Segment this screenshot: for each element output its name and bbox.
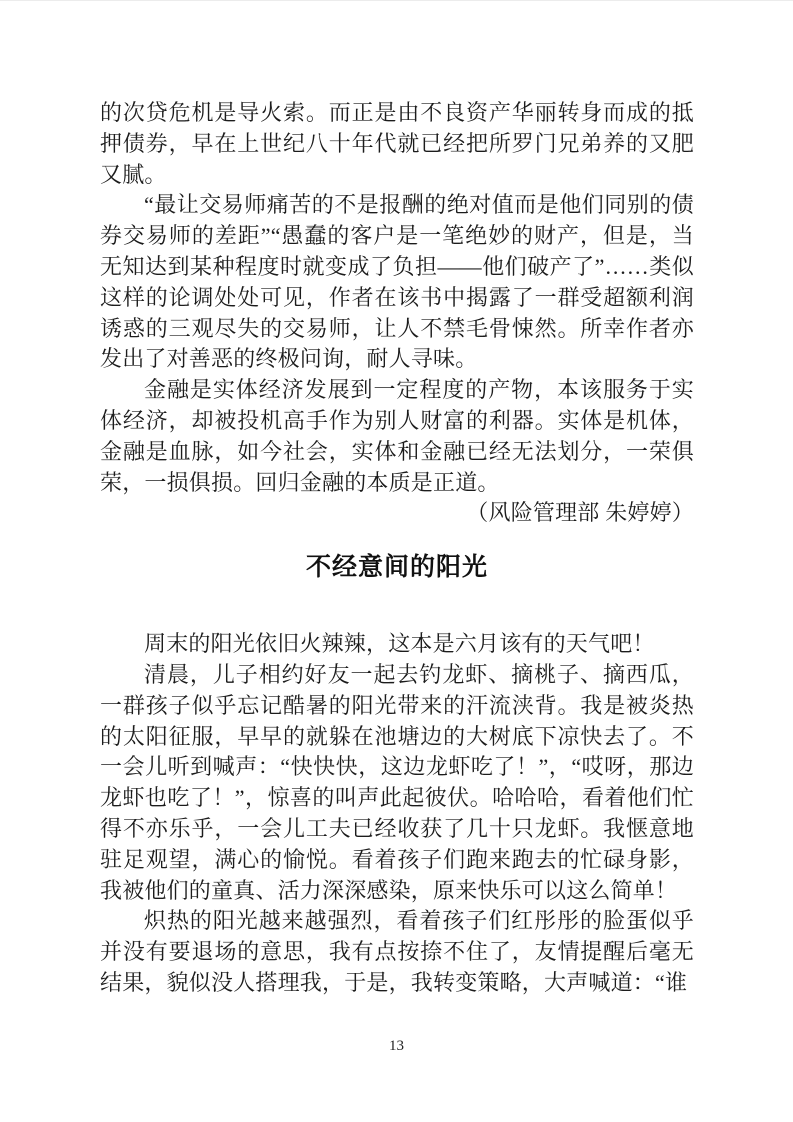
- article-review-section: [100, 98, 694, 529]
- article-sunshine-section: [100, 629, 694, 999]
- page-content: [100, 98, 694, 999]
- sunshine-paragraph-morning: 清晨，儿子相约好友一起去钓龙虾、摘桃子、摘西瓜，一群孩子似乎忘记酷暑的阳光带来的汗流浃背。我是被炎热的太阳征服，早早的就躲在池塘边的大树底下凉快去了。不一会儿听到喊声：“快快快，这边龙虾吃了！”，“哎呀，那边龙虾也吃了！”，惊喜的叫声此起彼伏。哈哈哈，看着他们忙得不亦乐乎，一会儿工夫已经收获了几十只龙虾。我惬意地驻足观望，满心的愉悦。看着孩子们跑来跑去的忙碌身影，我被他们的童真、活力深深感染，原来快乐可以这么简单！: [100, 661, 694, 903]
- sunshine-paragraph-intro: 周末的阳光依旧火辣辣，这本是六月该有的天气吧！: [144, 631, 655, 657]
- essay-title: 不经意间的阳光: [305, 554, 488, 582]
- review-paragraph-quotes: “最让交易师痛苦的不是报酬的绝对值而是他们同别的债券交易师的差距”“愚蠢的客户是一笔绝妙的财产，但是，当无知达到某种程度时就变成了负担——他们破产了”……类似这样的论调处处可见，作者在该书中揭露了一群受超额利润诱惑的三观尽失的交易师，让人不禁毛骨悚然。所幸作者亦发出了对善恶的终极问询，耐人寻味。: [100, 192, 694, 372]
- review-paragraph-continuation: 的次贷危机是导火索。而正是由不良资产华丽转身而成的抵押债券，早在上世纪八十年代就已经把所罗门兄弟养的又肥又腻。: [100, 100, 694, 187]
- page-number: 13: [389, 1038, 404, 1054]
- author-attribution: （风险管理部 朱婷婷）: [466, 500, 694, 526]
- review-paragraph-conclusion: 金融是实体经济发展到一定程度的产物，本该服务于实体经济，却被投机高手作为别人财富的利器。实体是机体，金融是血脉，如今社会，实体和金融已经无法划分，一荣俱荣，一损俱损。回归金融的本质是正道。: [100, 377, 694, 495]
- sunshine-paragraph-noon: 炽热的阳光越来越强烈，看着孩子们红彤彤的脸蛋似乎并没有要退场的意思，我有点按捺不住了，友情提醒后毫无结果，貌似没人搭理我，于是，我转变策略，大声喊道：“谁: [100, 908, 694, 995]
